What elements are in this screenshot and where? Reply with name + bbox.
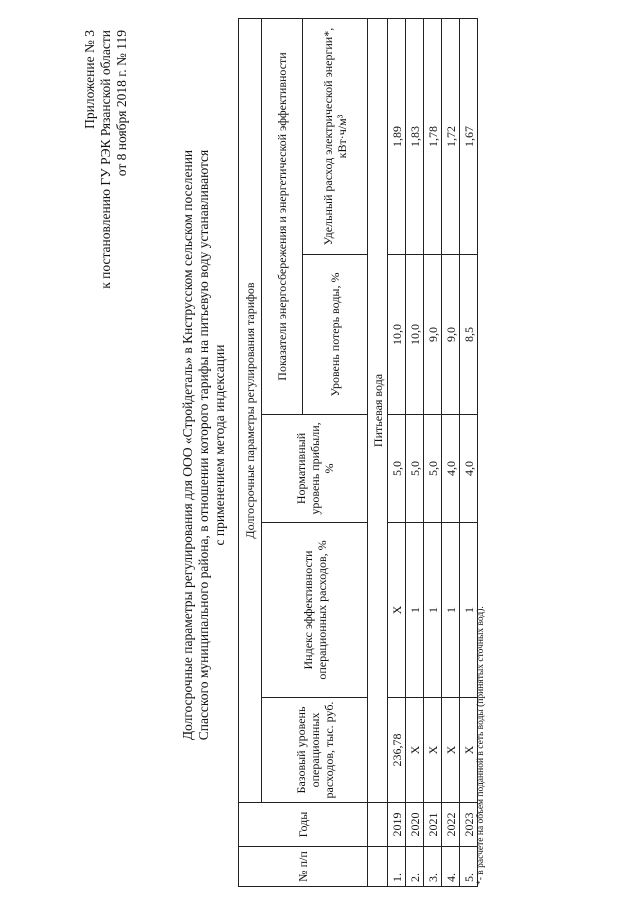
cell-energy: 1,89 [388, 18, 406, 254]
cell-profit: 5,0 [406, 415, 424, 523]
header-num: № п/п [239, 847, 368, 887]
document-title [180, 105, 228, 785]
cell-loss: 10,0 [406, 255, 424, 415]
cell-num: 2. [406, 847, 424, 887]
cell-base: Х [424, 698, 442, 803]
annex-decree: к постановлению ГУ РЭК Рязанской области [98, 30, 113, 289]
table-row [424, 18, 442, 886]
cell-profit: 5,0 [388, 415, 406, 523]
cell-energy: 1,83 [406, 18, 424, 254]
header-years: Годы [239, 803, 368, 847]
header-group: Долгосрочные параметры регулирования тарифов [239, 18, 262, 802]
title-line-1: Долгосрочные параметры регулирования для ООО «Стройдеталь» в Кнструсском сельском поселении [180, 149, 195, 741]
cell-energy: 1,72 [442, 18, 460, 254]
header-energy-group: Показатели энергосбережения и энергетической эффективности [262, 18, 303, 414]
cell-num: 4. [442, 847, 460, 887]
cell-index: Х [388, 523, 406, 698]
table-row [460, 18, 478, 886]
cell-profit: 4,0 [460, 415, 478, 523]
cell-num: 1. [388, 847, 406, 887]
section-drinking-water: Питьевая вода [368, 18, 388, 802]
header-energy-consumption: Удельный расход электрической энергии*, кВт·ч/м³ [303, 18, 368, 254]
cell-index: 1 [424, 523, 442, 698]
cell-base: Х [460, 698, 478, 803]
cell-index: 1 [442, 523, 460, 698]
parameters-table [238, 18, 478, 887]
annex-date: от 8 ноября 2018 г. № 119 [114, 30, 129, 177]
cell-index: 1 [406, 523, 424, 698]
annex-reference [82, 30, 130, 470]
cell-loss: 9,0 [442, 255, 460, 415]
table-row [442, 18, 460, 886]
cell-profit: 5,0 [424, 415, 442, 523]
table-row [406, 18, 424, 886]
header-water-loss: Уровень потерь воды, % [303, 255, 368, 415]
cell-year: 2023 [460, 803, 478, 847]
cell-year: 2022 [442, 803, 460, 847]
cell-year: 2019 [388, 803, 406, 847]
title-line-2: Спасского муниципального района, в отношении которого тарифы на питьевую воду устанавливаются [196, 149, 211, 741]
cell-loss: 9,0 [424, 255, 442, 415]
header-base-opex: Базовый уровень операционных расходов, тыс. руб. [262, 698, 368, 803]
cell-energy: 1,67 [460, 18, 478, 254]
cell-loss: 8,5 [460, 255, 478, 415]
cell-loss: 10,0 [388, 255, 406, 415]
footnote: *- в расчете на объем поданной в сеть воды (принятых сточных вод). [476, 606, 486, 885]
cell-base: 236,78 [388, 698, 406, 803]
title-line-3: с применением метода индексации [212, 344, 227, 546]
header-profit-level: Нормативный уровень прибыли, % [262, 415, 368, 523]
cell-num: 5. [460, 847, 478, 887]
annex-number: Приложение № 3 [82, 30, 97, 129]
cell-year: 2021 [424, 803, 442, 847]
cell-base: Х [442, 698, 460, 803]
cell-energy: 1,78 [424, 18, 442, 254]
cell-year: 2020 [406, 803, 424, 847]
cell-profit: 4,0 [442, 415, 460, 523]
table-row [388, 18, 406, 886]
cell-index: 1 [460, 523, 478, 698]
cell-base: Х [406, 698, 424, 803]
header-efficiency-index: Индекс эффективности операционных расходов, % [262, 523, 368, 698]
cell-num: 3. [424, 847, 442, 887]
